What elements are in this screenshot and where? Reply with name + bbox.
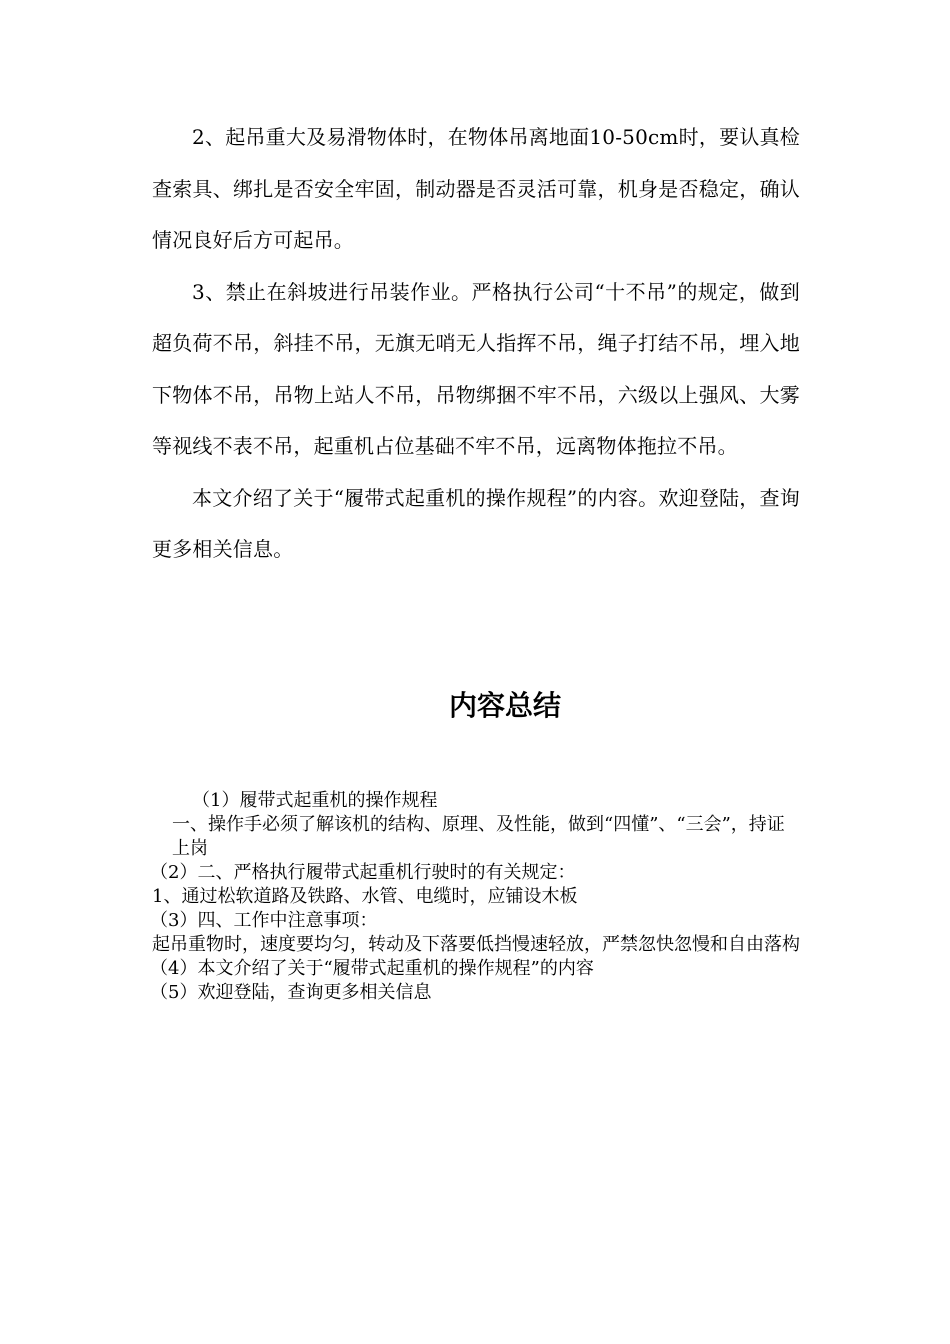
paragraph-closing-note: 本文介绍了关于“履带式起重机的操作规程”的内容。欢迎登陆，查询更多相关信息。 [152, 485, 800, 561]
summary-line: （5）欢迎登陆，查询更多相关信息 [150, 982, 432, 1003]
summary-line: （3）四、工作中注意事项： [150, 910, 378, 931]
summary-line: （2）二、严格执行履带式起重机行驶时的有关规定： [150, 862, 576, 883]
summary-line: （1）履带式起重机的操作规程 [192, 790, 438, 811]
summary-list [152, 789, 800, 1005]
body-text [152, 112, 800, 576]
paragraph-ten-no-lift-rules: 3、禁止在斜坡进行吊装作业。严格执行公司“十不吊”的规定，做到超负荷不吊，斜挂不吊，无旗无哨无人指挥不吊，绳子打结不吊，埋入地下物体不吊，吊物上站人不吊，吊物绑捆不牢不吊，六级以上强风、大雾等视线不表不吊，起重机占位基础不牢不吊，远离物体拖拉不吊。 [152, 279, 800, 458]
paragraph-lifting-check: 2、起吊重大及易滑物体时，在物体吊离地面10-50cm时，要认真检查索具、绑扎是否安全牢固，制动器是否灵活可靠，机身是否稳定，确认情况良好后方可起吊。 [152, 125, 800, 252]
summary-line: 起吊重物时，速度要均匀，转动及下落要低挡慢速轻放，严禁忽快忽慢和自由落构 [152, 934, 800, 955]
summary-title: 内容总结 [448, 689, 561, 722]
summary-line: 1、通过松软道路及铁路、水管、电缆时，应铺设木板 [152, 886, 578, 907]
summary-line: 一、操作手必须了解该机的结构、原理、及性能，做到“四懂”、“三会”，持证上岗 [172, 814, 785, 859]
summary-line: （4）本文介绍了关于“履带式起重机的操作规程”的内容 [150, 958, 594, 979]
